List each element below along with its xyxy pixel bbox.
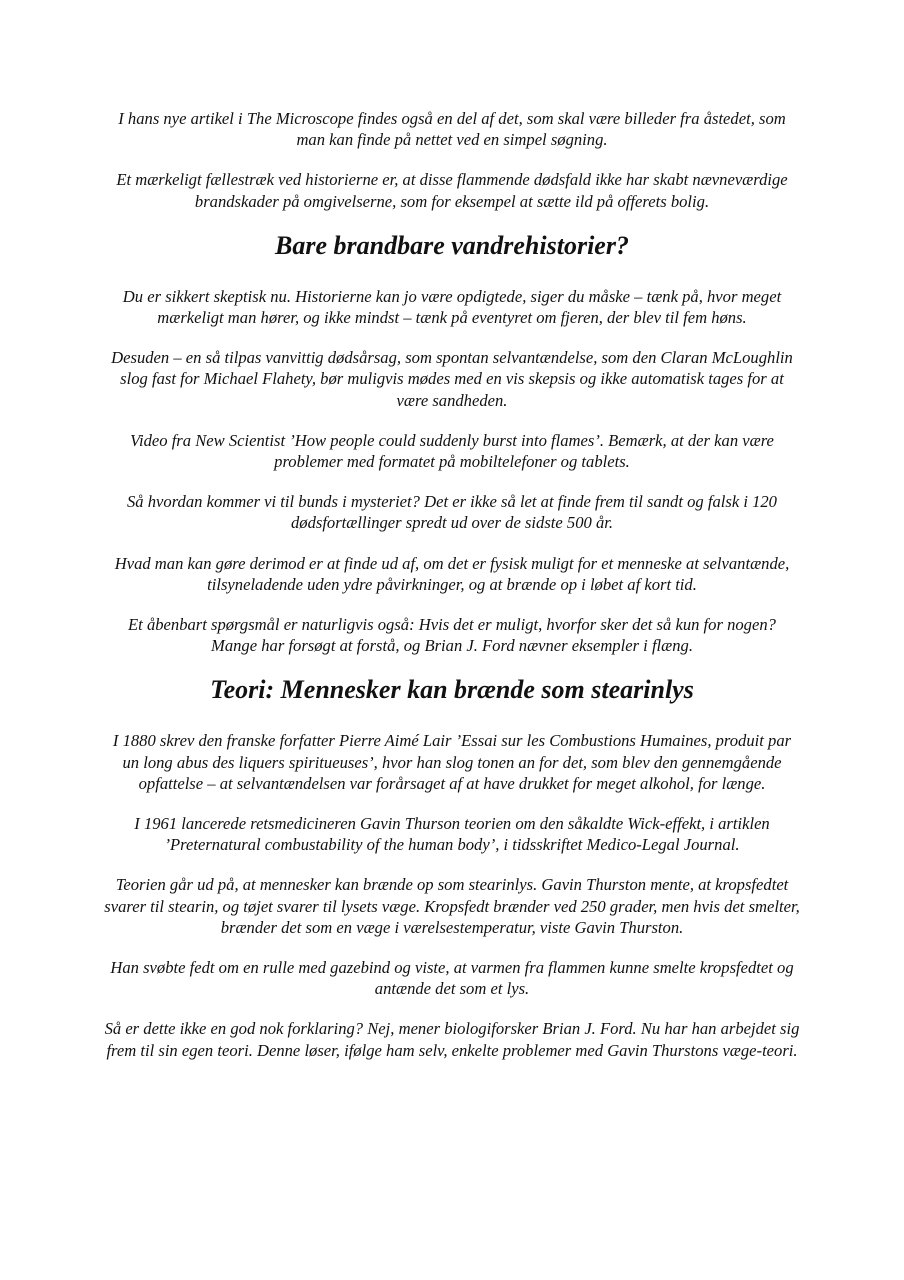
article-body (104, 108, 800, 1061)
paragraph-intro-2: Et mærkeligt fællestræk ved historierne er, at disse flammende dødsfald ikke har skabt nævneværdige brandskader på omgivelserne, som for eksempel at sætte ild på offerets bolig. (116, 170, 788, 211)
section1-paragraph-1: Du er sikkert skeptisk nu. Historierne kan jo være opdigtede, siger du måske – tænk på, hvor meget mærkeligt man hører, og ikke mindst – tænk på eventyret om fjeren, der blev til fem høns. (122, 286, 782, 328)
section1-paragraph-3: Video fra New Scientist ’How people could suddenly burst into flames’. Bemærk, at der kan være problemer med formatet på mobiltelefoner og tablets. (130, 430, 774, 472)
section1-paragraph-5: Hvad man kan gøre derimod er at finde ud af, om det er fysisk muligt for et menneske at selvantænde, tilsyneladende uden ydre påvirkninger, og at brænde op i løbet af kort tid. (114, 553, 790, 594)
paragraph-intro-1: I hans nye artikel i The Microscope findes også en del af det, som skal være billeder fra åstedet, som man kan finde på nettet ved en simpel søgning. (118, 109, 786, 150)
section1-paragraph-4: Så hvordan kommer vi til bunds i mysteriet? Det er ikke så let at finde frem til sandt og falsk i 120 dødsfortællinger spredt ud over de sidste 500 år. (127, 492, 777, 533)
section2-paragraph-1: I 1880 skrev den franske forfatter Pierre Aimé Lair ’Essai sur les Combustions Humaines, produit par un long abus des liquers spiritueuses’, hvor han slog tonen an for det, som blev den gennemgående opfattelse – at selvantændelsen var forårsaget af at have drukket for meget alkohol, for længe. (112, 731, 792, 793)
section2-paragraph-3: Teorien går ud på, at mennesker kan brænde op som stearinlys. Gavin Thurston mente, at kropsfedtet svarer til stearin, og tøjet svarer til lysets væge. Kropsfedt brænder ved 250 grader, men hvis det smelter, brænder det som en væge i værelsestemperatur, viste Gavin Thurston. (104, 875, 800, 937)
section1-paragraph-2: Desuden – en så tilpas vanvittig dødsårsag, som spontan selvantændelse, som den Claran McLoughlin slog fast for Michael Flahety, bør muligvis mødes med en vis skepsis og ikke automatisk tages for at være sandheden. (111, 348, 793, 410)
section-heading-bare-brandbare: Bare brandbare vandrehistorier? (275, 230, 629, 260)
section1-paragraph-6: Et åbenbart spørgsmål er naturligvis også: Hvis det er muligt, hvorfor sker det så kun for nogen? Mange har forsøgt at forstå, og Brian J. Ford nævner eksempler i flæng. (128, 615, 776, 656)
section-heading-teori: Teori: Mennesker kan brænde som stearinlys (210, 675, 694, 705)
section2-paragraph-5: Så er dette ikke en god nok forklaring? Nej, mener biologiforsker Brian J. Ford. Nu har han arbejdet sig frem til sin egen teori. Denne løser, ifølge ham selv, enkelte problemer med Gavin Thurstons væge-teori. (104, 1019, 800, 1060)
section2-paragraph-2: I 1961 lancerede retsmedicineren Gavin Thurson teorien om den såkaldte Wick-effekt, i artiklen ’Preternatural combustability of the human body’, i tidsskriftet Medico-Legal Journal. (134, 814, 770, 855)
section2-paragraph-4: Han svøbte fedt om en rulle med gazebind og viste, at varmen fra flammen kunne smelte kropsfedtet og antænde det som et lys. (110, 958, 794, 999)
